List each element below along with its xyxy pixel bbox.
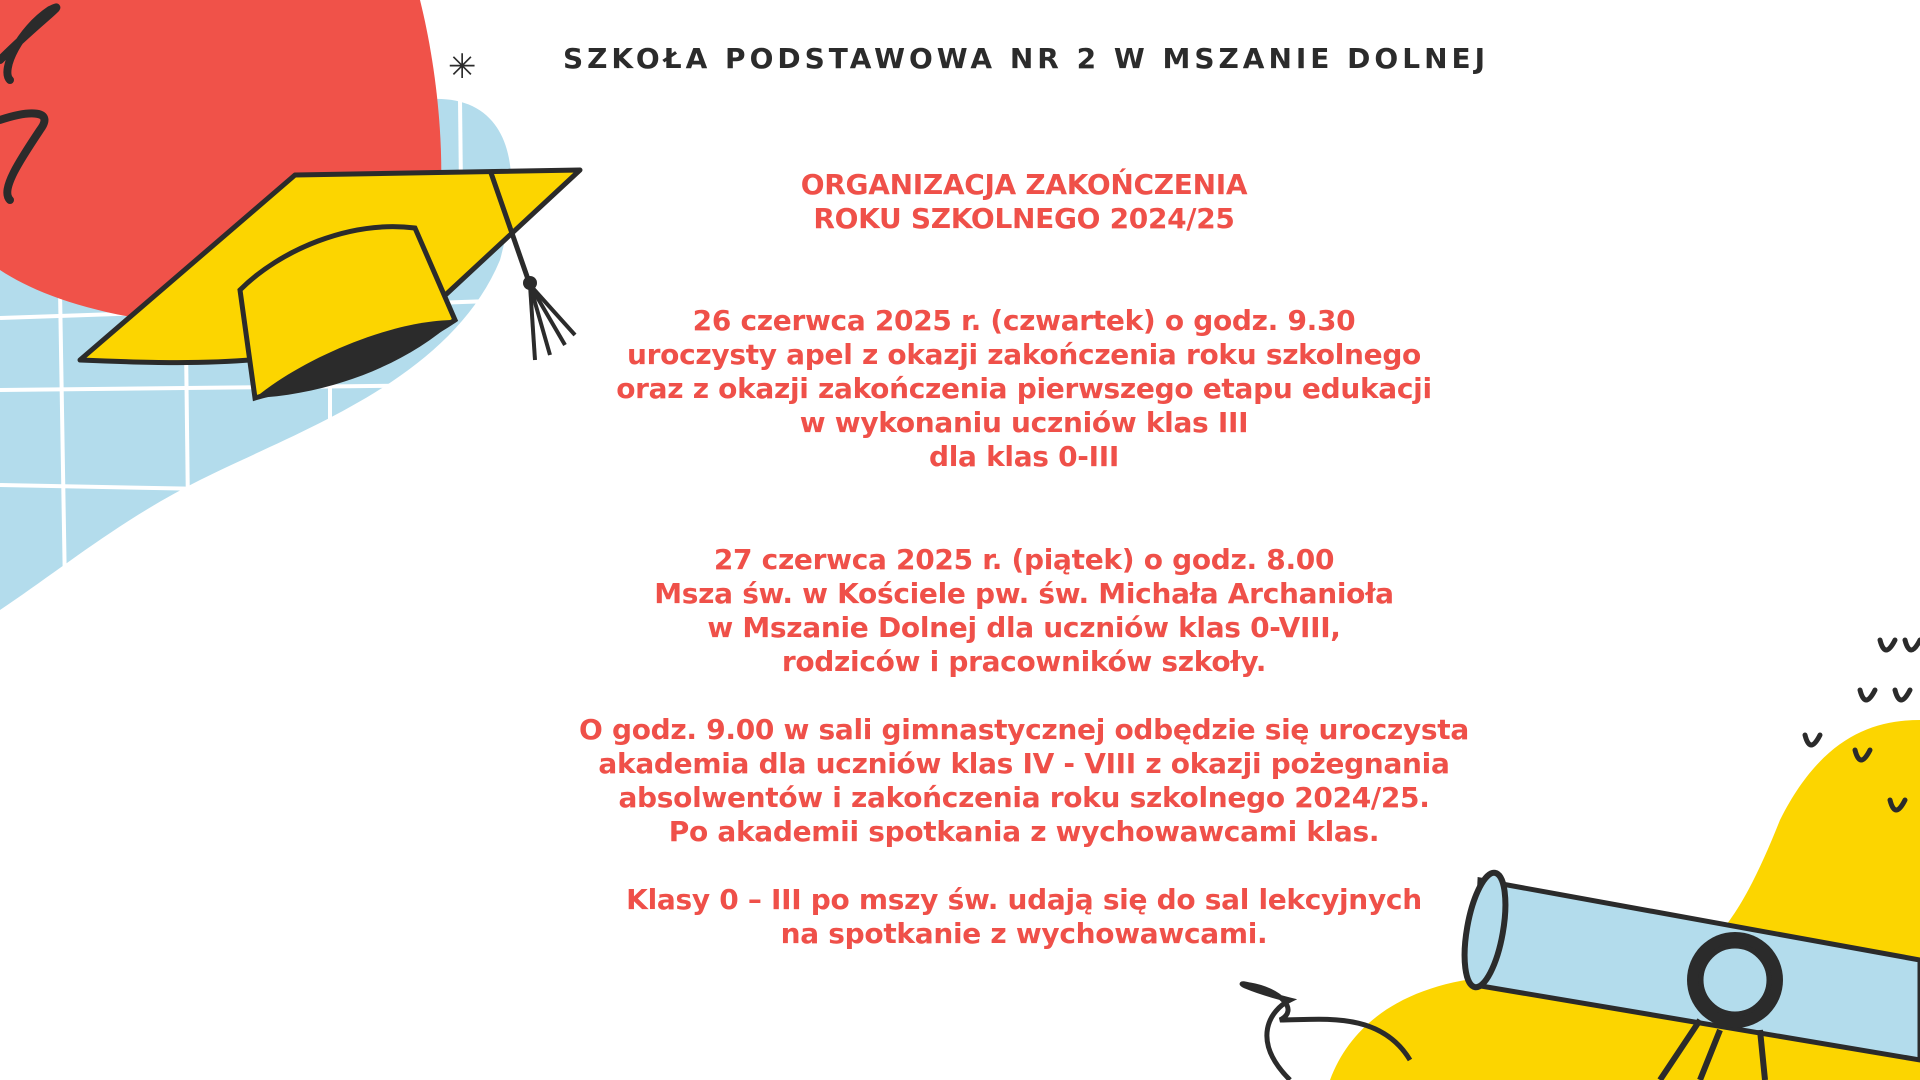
- event-line: O godz. 9.00 w sali gimnastycznej odbędzie się uroczysta: [579, 713, 1469, 746]
- event-line: Klasy 0 – III po mszy św. udają się do sal lekcyjnych: [626, 883, 1422, 916]
- event-line: rodziców i pracowników szkoły.: [781, 645, 1267, 678]
- event-line: oraz z okazji zakończenia pierwszego etapu edukacji: [616, 372, 1432, 405]
- event-block-academy: [424, 713, 1624, 849]
- event-line: 27 czerwca 2025 r. (piątek) o godz. 8.00: [713, 543, 1335, 576]
- heading-line: ROKU SZKOLNEGO 2024/25: [813, 202, 1235, 235]
- event-line: Po akademii spotkania z wychowawcami klas.: [668, 815, 1380, 848]
- school-name-header: SZKOŁA PODSTAWOWA NR 2 W MSZANIE DOLNEJ: [562, 42, 1490, 75]
- event-block-classes-0-3: [424, 883, 1624, 951]
- event-line: akademia dla uczniów klas IV - VIII z okazji pożegnania: [598, 747, 1450, 780]
- event-line: w wykonaniu uczniów klas III: [799, 406, 1249, 439]
- announcement-heading: [424, 168, 1624, 236]
- event-line: dla klas 0-III: [929, 440, 1119, 473]
- event-line: 26 czerwca 2025 r. (czwartek) o godz. 9.30: [692, 304, 1356, 337]
- sparkle-icon: ✳: [448, 47, 477, 87]
- heading-line: ORGANIZACJA ZAKOŃCZENIA: [800, 168, 1248, 201]
- event-line: na spotkanie z wychowawcami.: [780, 917, 1268, 950]
- event-line: absolwentów i zakończenia roku szkolnego 2024/25.: [618, 781, 1430, 814]
- event-block-june-27: [424, 543, 1624, 679]
- event-line: Msza św. w Kościele pw. św. Michała Archanioła: [654, 577, 1394, 610]
- event-line: uroczysty apel z okazji zakończenia roku szkolnego: [627, 338, 1421, 371]
- event-line: w Mszanie Dolnej dla uczniów klas 0-VIII,: [707, 611, 1341, 644]
- event-block-june-26: [424, 304, 1624, 474]
